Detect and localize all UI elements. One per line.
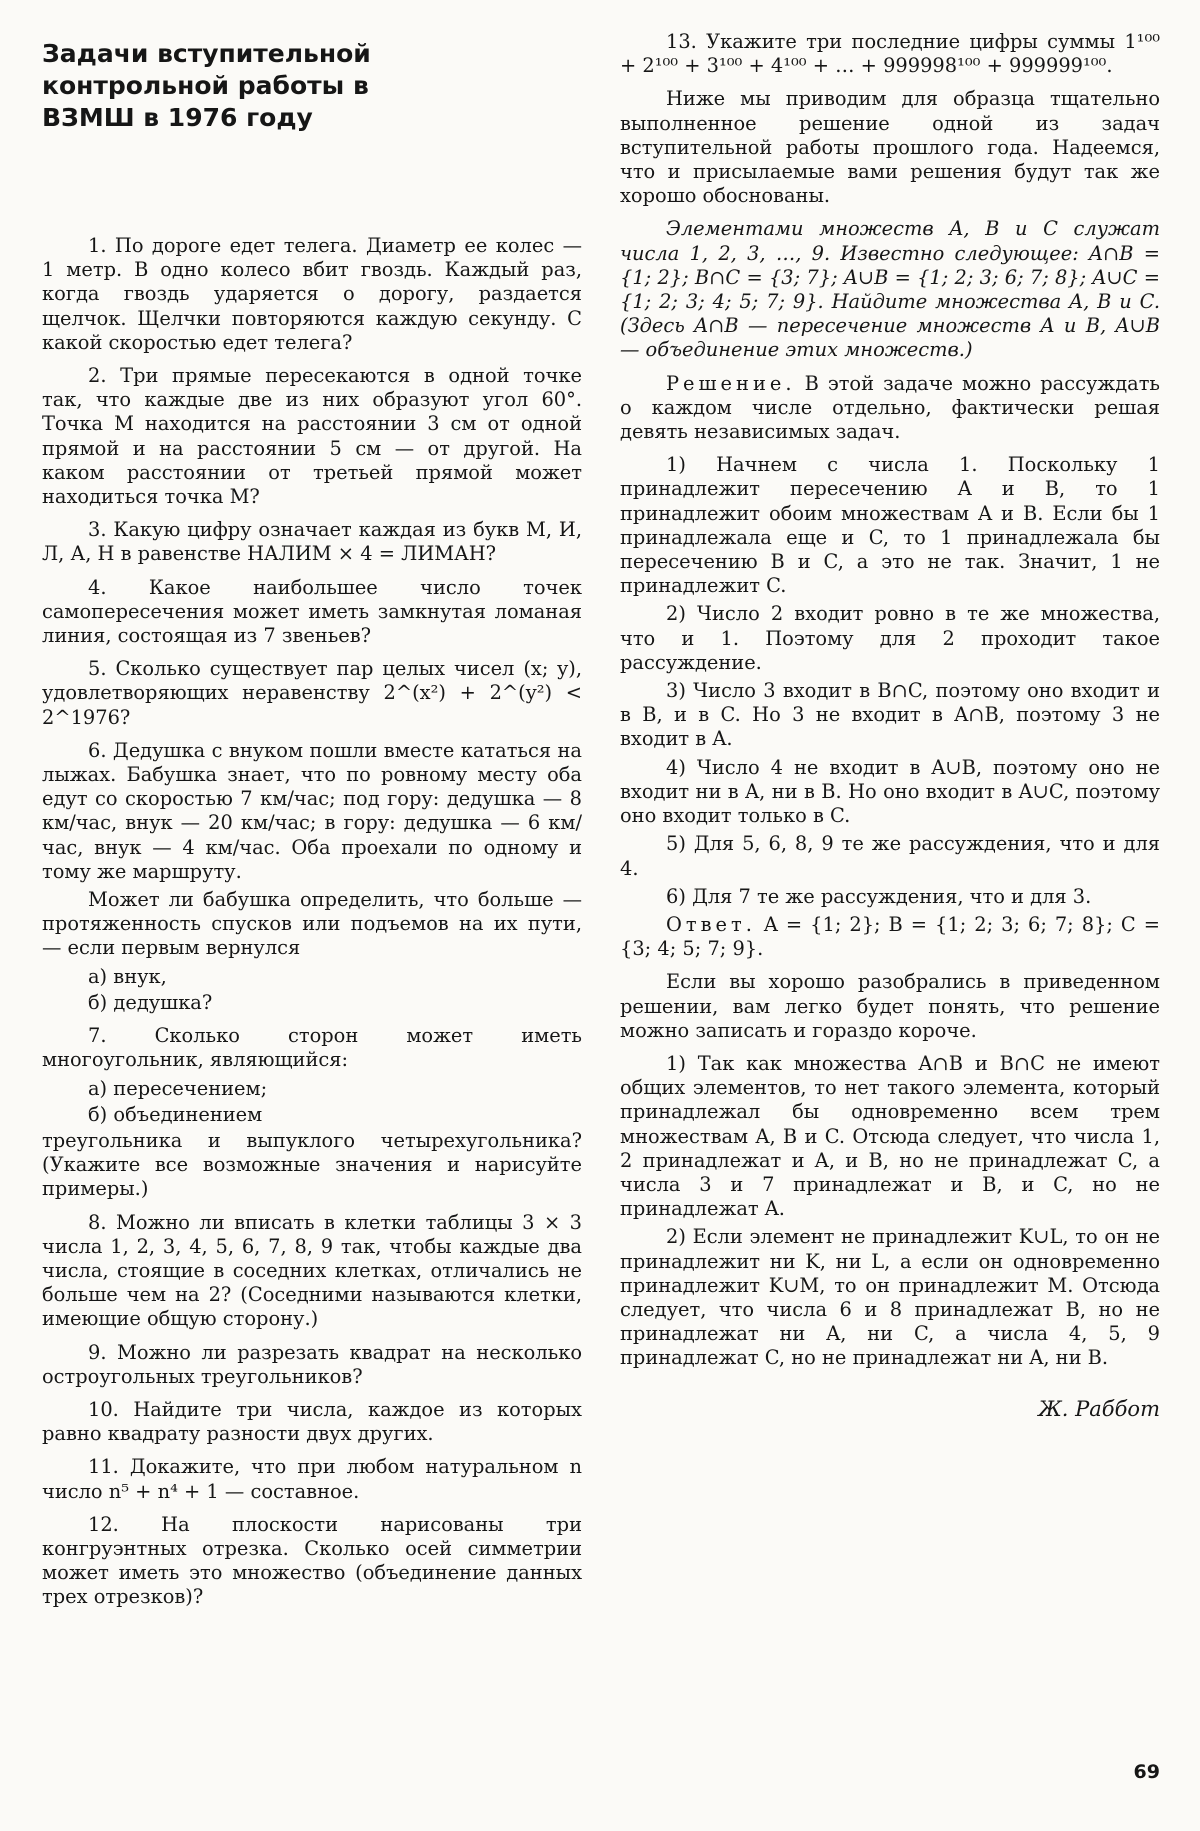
short-solution-step-2: 2) Если элемент не принадлежит K∪L, то он не принадлежит ни K, ни L, а если он одновременно принадлежит K∪M, то он принадлежит M. Отсюда следует, что числа 6 и 8 принадлежат B, но не принадлежат ни A, ни C, а числа 4, 5, 9 принадлежат C, но не принадлежат ни A, ни B. (620, 1225, 1160, 1370)
problem-6: 6. Дедушка с внуком пошли вместе кататься на лыжах. Бабушка знает, что по ровному месту оба едут со скоростью 7 км/час; под гору: дедушка — 8 км/час, внук — 20 км/час; в гору: дедушка — 6 км/час, внук — 4 км/час. Оба проехали по одному и тому же маршруту. (42, 738, 582, 883)
problem-6-option-a: а) внук, (88, 964, 167, 988)
solution-step-6: 6) Для 7 те же рассуждения, что и для 3. (666, 884, 1092, 908)
sample-problem: Элементами множеств A, B и C служат числа 1, 2, 3, …, 9. Известно следующее: A∩B = {1; 2}; B∩C = {3; 7}; A∪B = {1; 2; 3; 6; 7; 8}; A∪C = {1; 2; 3; 4; 5; 7; 9}. Найдите множества A, B и C. (Здесь A∩B — пересечение множеств A и B, A∪B — объединение этих множеств.) (620, 217, 1160, 362)
problem-4: 4. Какое наибольшее число точек самопересечения может иметь замкнутая ломаная линия, состоящая из 7 звеньев? (42, 575, 582, 648)
problem-2: 2. Три прямые пересекаются в одной точке так, что каждые две из них образуют угол 60°. Точка М находится на расстоянии 3 см от одной прямой и на расстоянии 5 см — от другой. На каком расстоянии от третьей прямой может находиться точка М? (42, 364, 582, 509)
problem-3: 3. Какую цифру означает каждая из букв М, И, Л, А, Н в равенстве НАЛИМ × 4 = ЛИМАН? (42, 518, 582, 566)
solution-step-5: 5) Для 5, 6, 8, 9 те же рассуждения, что и для 4. (620, 832, 1160, 880)
solution-step-4: 4) Число 4 не входит в A∪B, поэтому оно не входит ни в A, ни в B. Но оно входит в A∪C, поэтому оно входит только в C. (620, 755, 1160, 828)
answer-label: Ответ. (666, 912, 756, 936)
author-signature: Ж. Раббот (1038, 1396, 1160, 1421)
problem-9: 9. Можно ли разрезать квадрат на несколько остроугольных треугольников? (42, 1340, 582, 1388)
problem-13: 13. Укажите три последние цифры суммы 1¹⁰⁰ + 2¹⁰⁰ + 3¹⁰⁰ + 4¹⁰⁰ + … + 999998¹⁰⁰ + 999999¹⁰⁰. (620, 30, 1160, 78)
problem-5: 5. Сколько существует пар целых чисел (x; y), удовлетворяющих неравенству 2^(x²) + 2^(y²) < 2^1976? (42, 657, 582, 729)
short-solution-intro: Если вы хорошо разобрались в приведенном решении, вам легко будет понять, что решение можно записать и гораздо короче. (620, 970, 1160, 1042)
answer-text: A = {1; 2}; B = {1; 2; 3; 6; 7; 8}; C = {3; 4; 5; 7; 9}. (620, 912, 1160, 961)
problem-10: 10. Найдите три числа, каждое из которых равно квадрату разности двух других. (42, 1397, 582, 1446)
problem-6-option-b: б) дедушка? (88, 990, 213, 1014)
problem-6-question: Может ли бабушка определить, что больше — протяженность спусков или подъемов на их пути, — если первым вернулся (42, 888, 582, 960)
solution-label: Решение. (666, 371, 796, 395)
intro-text: Ниже мы приводим для образца тщательно выполненное решение одной из задач вступительной работы прошлого года. Надеемся, что и присылаемые вами решения будут так же хорошо обоснованы. (620, 87, 1160, 208)
solution-step-1: 1) Начнем с числа 1. Поскольку 1 принадлежит пересечению A и B, то 1 принадлежит обоим множествам A и B. Если бы 1 принадлежала еще и C, то 1 принадлежала бы пересечению B и C, а это не так. Значит, 1 не принадлежит C. (620, 453, 1160, 598)
problem-7-option-b: б) объединением (88, 1102, 263, 1126)
page-title: Задачи вступительной контрольной работы в ВЗМШ в 1976 году (42, 39, 371, 132)
problem-12: 12. На плоскости нарисованы три конгруэнтных отрезка. Сколько осей симметрии может иметь это множество (объединение данных трех отрезков)? (42, 1512, 582, 1609)
problem-11: 11. Докажите, что при любом натуральном n число n⁵ + n⁴ + 1 — составное. (42, 1455, 582, 1503)
problem-1: 1. По дороге едет телега. Диаметр ее колес — 1 метр. В одно колесо вбит гвоздь. Каждый раз, когда гвоздь ударяется о дорогу, раздается щелчок. Щелчки повторяются каждую секунду. С какой скоростью едет телега? (42, 234, 582, 354)
solution-step-3: 3) Число 3 входит в B∩C, поэтому оно входит и в B, и в C. Но 3 не входит в A∩B, поэтому 3 не входит в A. (620, 679, 1160, 751)
short-solution-step-1: 1) Так как множества A∩B и B∩C не имеют общих элементов, то нет такого элемента, который принадлежал бы одновременно всем трем множествам A, B и C. Отсюда следует, что числа 1, 2 принадлежат и A, и B, но не принадлежат C, а числа 3 и 7 принадлежат и B, и C, но не принадлежат A. (620, 1051, 1160, 1221)
problem-7-tail: треугольника и выпуклого четырехугольника? (Укажите все возможные значения и нарисуйте примеры.) (42, 1128, 582, 1201)
left-column (42, 30, 582, 1619)
solution-lead: В этой задаче можно рассуждать о каждом числе отдельно, фактически решая девять независимых задач. (620, 371, 1160, 444)
page-number: 69 (1133, 1761, 1160, 1783)
right-column (620, 30, 1160, 1421)
problem-7: 7. Сколько сторон может иметь многоугольник, являющийся: (42, 1024, 582, 1072)
problem-7-option-a: а) пересечением; (88, 1076, 268, 1100)
problem-8: 8. Можно ли вписать в клетки таблицы 3 × 3 числа 1, 2, 3, 4, 5, 6, 7, 8, 9 так, чтобы каждые два числа, стоящие в соседних клетках, отличались не больше чем на 2? (Соседними называются клетки, имеющие общую сторону.) (42, 1210, 582, 1331)
solution-step-2: 2) Число 2 входит ровно в те же множества, что и 1. Поэтому для 2 проходит такое рассуждение. (620, 602, 1160, 674)
